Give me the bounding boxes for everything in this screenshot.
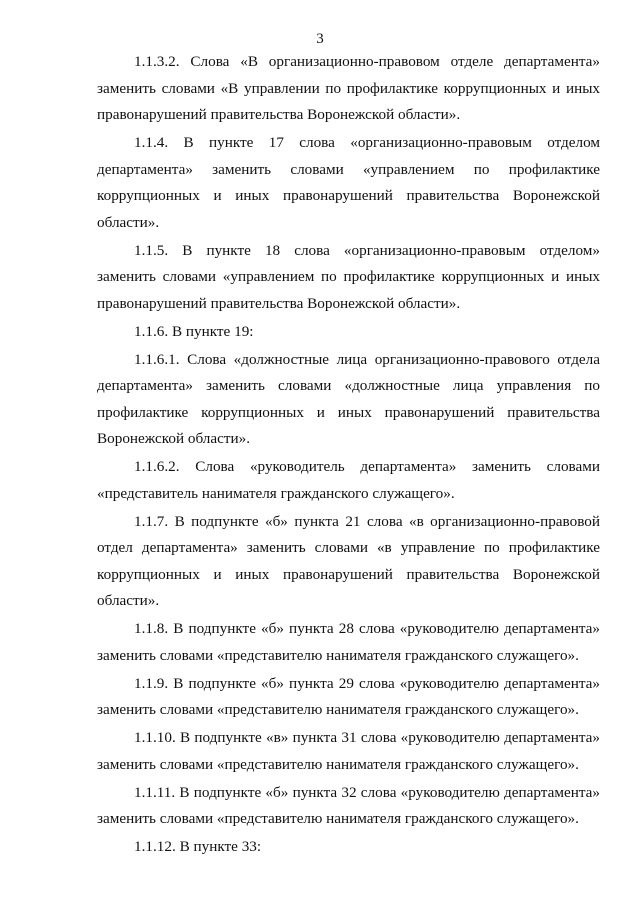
- paragraph-1-1-6-2: 1.1.6.2. Слова «руководитель департамента» заменить словами «представитель нанимателя гражданского служащего».: [97, 458, 600, 502]
- paragraph-1-1-12: 1.1.12. В пункте 33:: [134, 838, 262, 855]
- paragraph-1-1-11: 1.1.11. В подпункте «б» пункта 32 слова «руководителю департамента» заменить словами «представителю нанимателя гражданского служащего».: [97, 783, 600, 827]
- paragraph-1-1-4: 1.1.4. В пункте 17 слова «организационно-правовым отделом департамента» заменить словами «управлением по профилактике коррупционных и иных правонарушений правительства Воронежской области».: [97, 134, 600, 231]
- paragraph-1-1-5: 1.1.5. В пункте 18 слова «организационно-правовым отделом» заменить словами «управлением по профилактике коррупционных и иных правонарушений правительства Воронежской области».: [97, 241, 600, 312]
- document-body: [97, 49, 600, 862]
- paragraph-1-1-6: 1.1.6. В пункте 19:: [134, 322, 254, 340]
- paragraph-1-1-7: 1.1.7. В подпункте «б» пункта 21 слова «в организационно-правовой отдел департамента» заменить словами «в управление по профилактике коррупционных и иных правонарушений правительства Воронежской области».: [97, 512, 600, 609]
- page-number: 3: [316, 31, 324, 47]
- paragraph-1-1-3-2: 1.1.3.2. Слова «В организационно-правовом отделе департамента» заменить словами «В управлении по профилактике коррупционных и иных правонарушений правительства Воронежской области».: [97, 53, 600, 123]
- paragraph-1-1-8: 1.1.8. В подпункте «б» пункта 28 слова «руководителю департамента» заменить словами «представителю нанимателя гражданского служащего».: [97, 620, 600, 664]
- paragraph-1-1-9: 1.1.9. В подпункте «б» пункта 29 слова «руководителю департамента» заменить словами «представителю нанимателя гражданского служащего».: [97, 674, 600, 718]
- paragraph-1-1-6-1: 1.1.6.1. Слова «должностные лица организационно-правового отдела департамента» заменить словами «должностные лица управления по профилактике коррупционных и иных правонарушений правительства Воронежской области».: [97, 350, 600, 447]
- paragraph-1-1-10: 1.1.10. В подпункте «в» пункта 31 слова «руководителю департамента» заменить словами «представителю нанимателя гражданского служащего».: [97, 729, 600, 773]
